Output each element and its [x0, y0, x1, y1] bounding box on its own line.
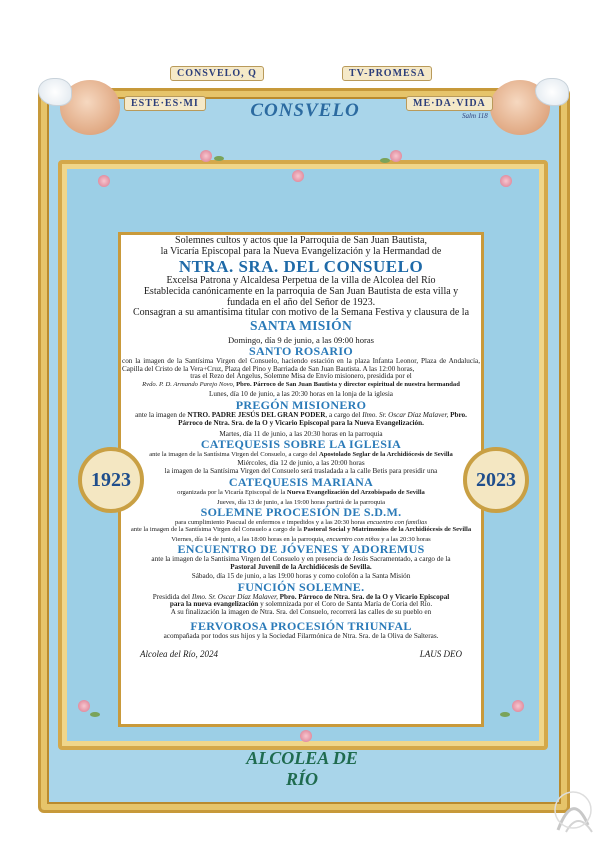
flower-icon	[500, 175, 512, 187]
text-fragment: Pbro. Párroco de Ntra. Sra. de la O y Vicario Episcopal para la Nueva Evangelización.	[178, 411, 467, 427]
laus-deo: LAUS DEO	[419, 648, 462, 659]
text-fragment: para cumplimiento Pascual de enfermos e impedidos y a las 20:30 horas	[174, 519, 366, 527]
section-date: Martes, día 11 de junio, a las 20:30 horas en la parroquia	[219, 429, 383, 438]
text-fragment: Pastoral Social y Matrimonios de la Archidiócesis de Sevilla	[303, 526, 472, 534]
section-body	[122, 519, 480, 526]
text-fragment: Pbro. Párroco de Ntra. Sra. de la O y Vicario Episcopal	[279, 592, 450, 601]
flower-icon	[300, 730, 312, 742]
section-body	[122, 526, 480, 533]
place-date: Alcolea del Río, 2024	[140, 648, 218, 659]
leaf-icon	[500, 712, 510, 717]
consuelo-banner-title: CONSVELO	[250, 100, 360, 121]
section-date: Miércoles, día 12 de junio, a las 20:00 horas	[237, 459, 365, 468]
flower-icon	[390, 150, 402, 162]
program-content	[122, 236, 480, 659]
flower-icon	[200, 150, 212, 162]
medallion-right-year: 2023	[463, 447, 529, 513]
intro-line-6: Consagran a su amantísima titular con motivo de la Semana Festiva y clausura de la	[132, 307, 470, 319]
text-fragment: y solemnizada por el Coro de Santa María de Coria del Río.	[260, 600, 433, 609]
text-fragment: Presidida del	[152, 592, 191, 601]
flower-icon	[512, 700, 524, 712]
text-fragment: ante la imagen de la Santísima Virgen del Consuelo a cargo de la	[130, 526, 302, 534]
text-fragment: ante la imagen de la Santísima Virgen del Consuelo, a cargo del	[149, 451, 318, 459]
text-fragment: , a cargo del	[325, 411, 361, 420]
text-fragment: Apostolado Seglar de la Archidiócesis de Sevilla	[318, 451, 453, 459]
psalm-reference: Salm 118	[462, 112, 488, 120]
text-fragment: organizada por la Vicaría Episcopal de la	[177, 488, 286, 496]
text-fragment: para la nueva evangelización	[169, 600, 259, 609]
section-date: Jueves, día 13 de junio, a las 19:00 horas partirá de la parroquia	[216, 499, 386, 507]
text-fragment: encuentro con familias	[366, 519, 428, 527]
ribbon-top-left: CONSVELO, Q	[170, 66, 264, 81]
right-angel-wing-icon	[535, 78, 569, 106]
intro-line-2: la Vicaría Episcopal para la Nueva Evangelización y la Hermandad de	[160, 245, 442, 257]
celebrant-title: Pbro. Párroco de San Juan Bautista y director espiritual de nuestra hermandad	[236, 381, 460, 389]
section-body: A su finalización la imagen de Ntra. Sra. del Consuelo, recorrerá las calles de su pueblo en	[170, 608, 432, 617]
section-body: ante la imagen de la Santísima Virgen del Consuelo y en presencia de Jesús Sacramentado, a cargo de la	[151, 555, 451, 564]
intro-line-1: Solemnes cultos y actos que la Parroquia de San Juan Bautista,	[175, 235, 427, 246]
text-fragment: y a las 20:30 horas	[381, 536, 431, 544]
left-angel-wing-icon	[38, 78, 72, 106]
text-fragment: NTRO. PADRE JESÚS DEL GRAN PODER	[187, 411, 326, 420]
leaf-icon	[90, 712, 100, 717]
ribbon-bottom-right: ME·DA·VIDA	[406, 96, 493, 111]
section-date: Domingo, día 9 de junio, a las 09:00 horas	[227, 334, 375, 345]
footer-row	[122, 649, 480, 659]
town-name-label: ALCOLEA DE RÍO	[246, 748, 358, 789]
text-fragment: ante la imagen de	[135, 411, 186, 420]
ribbon-bottom-left: ESTE·ES·MI	[124, 96, 206, 111]
flower-icon	[78, 700, 90, 712]
section-body	[122, 381, 480, 388]
section-body: tras el Rezo del Ángelus, Solemne Misa de Envío misionero, presidida por el	[190, 372, 412, 381]
event-title: SANTA MISIÓN	[250, 318, 352, 334]
closing-title: FERVOROSA PROCESIÓN TRIUNFAL	[190, 618, 412, 633]
section-title: ENCUENTRO DE JÓVENES Y ADOREMUS	[177, 542, 425, 557]
leaf-icon	[380, 158, 390, 163]
text-fragment: Viernes, día 14 de junio, a las 18:00 horas en la parroquia,	[171, 536, 325, 544]
text-fragment: Ilmo. Sr. Oscar Díaz Malaver,	[191, 592, 278, 601]
flower-icon	[292, 170, 304, 182]
section-date: Lunes, día 10 de junio, a las 20:30 horas en la lonja de la iglesia	[208, 390, 394, 399]
watermark-logo-icon	[548, 780, 598, 840]
section-body: Pastoral Juvenil de la Archidiócesis de Sevilla.	[230, 563, 372, 572]
main-title: NTRA. SRA. DEL CONSUELO	[178, 256, 424, 276]
section-date-detail: la imagen de la Santísima Virgen del Consuelo será trasladada a la calle Betis para presidir una	[164, 467, 438, 476]
intro-line-5: fundada en el año del Señor de 1923.	[226, 296, 376, 308]
text-fragment: Nueva Evangelización del Arzobispado de Sevilla	[286, 488, 425, 496]
closing-body: acompañada por todos sus hijos y la Sociedad Filarmónica de Ntra. Sra. de la Oliva de Salteras.	[163, 631, 439, 640]
section-title: CATEQUESIS SOBRE LA IGLESIA	[200, 437, 402, 452]
medallion-left-year: 1923	[78, 447, 144, 513]
ribbon-top-right: TV-PROMESA	[342, 66, 432, 81]
section-title: FUNCIÓN SOLEMNE.	[237, 579, 365, 594]
section-title: SANTO ROSARIO	[248, 344, 354, 358]
flower-icon	[98, 175, 110, 187]
section-body	[122, 412, 480, 428]
section-title: PREGÓN MISIONERO	[235, 398, 367, 413]
section-title: SOLEMNE PROCESIÓN DE S.D.M.	[200, 505, 402, 520]
section-body	[122, 451, 480, 458]
celebrant-name: Rvdo. P. D. Armando Parejo Novo,	[142, 381, 235, 389]
text-fragment: encuentro con niños	[326, 536, 380, 544]
leaf-icon	[214, 156, 224, 161]
section-title: CATEQUESIS MARIANA	[228, 474, 374, 489]
section-date: Sábado, día 15 de junio, a las 19:00 horas y como colofón a la Santa Misión	[191, 571, 411, 580]
intro-line-3: Excelsa Patrona y Alcaldesa Perpetua de la villa de Alcolea del Río	[166, 274, 436, 286]
text-fragment: Ilmo. Sr. Oscar Díaz Malaver,	[362, 411, 449, 420]
section-body	[122, 489, 480, 496]
section-body: con la imagen de la Santísima Virgen del Consuelo, haciendo estación en la plaza Infanta Leonor, Plaza de Andalucía, Capilla del Cristo de la Vera+Cruz, Plaza del Pino y Barriada de San Juan Bautista. A las 12:00 horas,	[122, 356, 480, 373]
intro-line-4: Establecida canónicamente en la parroquia de San Juan Bautista de esta villa y	[143, 285, 459, 297]
